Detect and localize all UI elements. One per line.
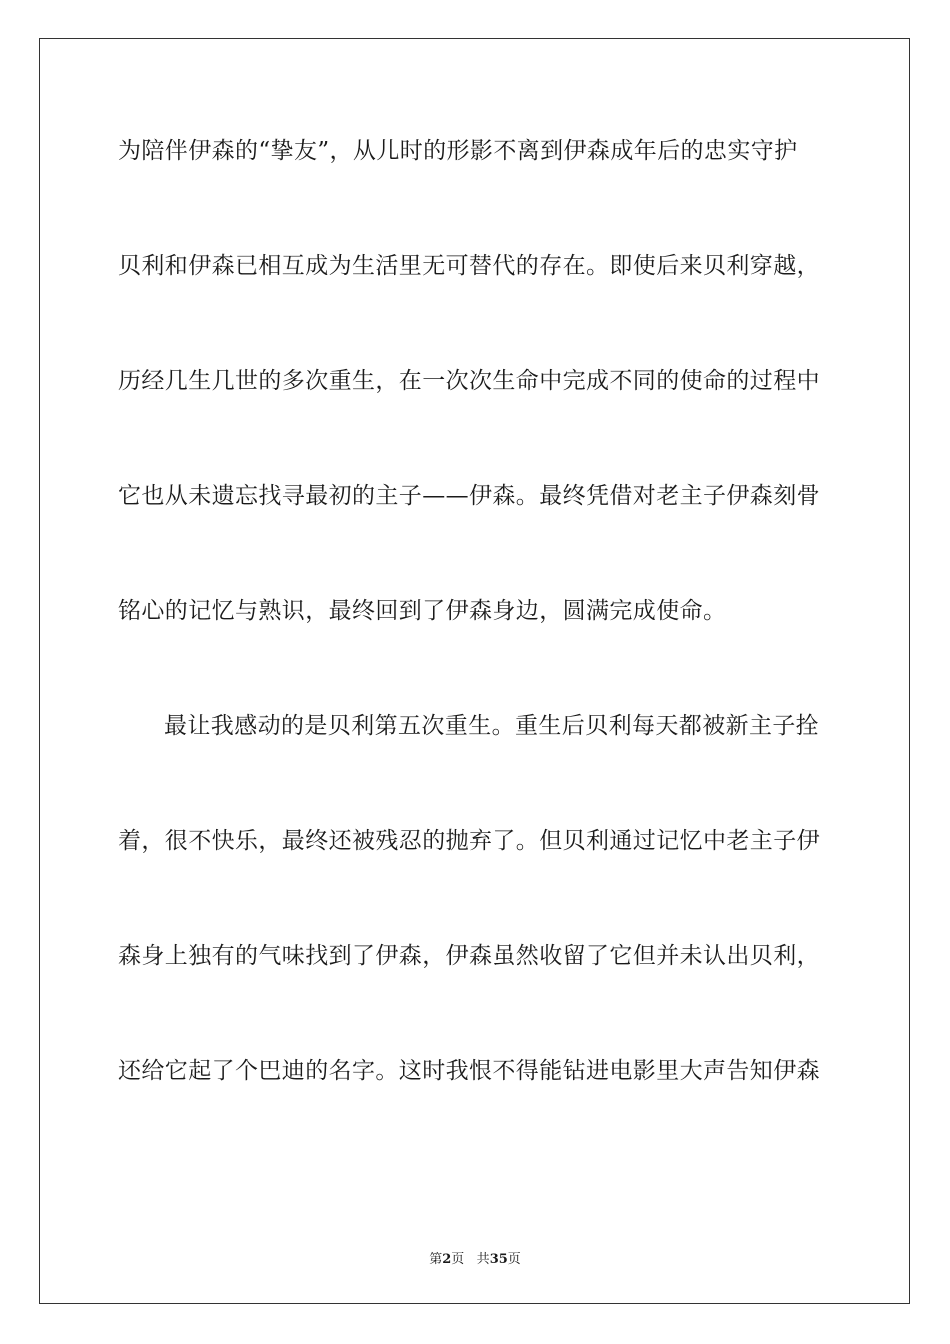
body-text-line-6: 最让我感动的是贝利第五次重生。重生后贝利每天都被新主子拴 (164, 713, 820, 739)
body-text-line-2: 贝利和伊森已相互成为生活里无可替代的存在。即使后来贝利穿越， (118, 253, 820, 279)
page-footer (0, 1248, 950, 1267)
current-page-number: 2 (442, 1252, 452, 1267)
total-prefix: 共 (476, 1252, 490, 1267)
body-text-line-1: 为陪伴伊森的“挚友”，从儿时的形影不离到伊森成年后的忠实守护 (118, 138, 798, 164)
body-text-line-9: 还给它起了个巴迪的名字。这时我恨不得能钻进电影里大声告知伊森 (118, 1058, 820, 1084)
total-page-count: 35 (489, 1252, 508, 1267)
body-text-line-3: 历经几生几世的多次重生，在一次次生命中完成不同的使命的过程中 (118, 368, 820, 394)
body-text-line-8: 森身上独有的气味找到了伊森，伊森虽然收留了它但并未认出贝利， (118, 943, 820, 969)
total-suffix: 页 (507, 1252, 521, 1267)
body-text-line-7: 着，很不快乐，最终还被残忍的抛弃了。但贝利通过记忆中老主子伊 (118, 828, 820, 854)
page-prefix: 第 (429, 1252, 443, 1267)
body-text-line-4: 它也从未遗忘找寻最初的主子——伊森。最终凭借对老主子伊森刻骨 (118, 483, 820, 509)
page-border (39, 38, 910, 1304)
page-suffix: 页 (451, 1252, 465, 1267)
body-text-line-5: 铭心的记忆与熟识，最终回到了伊森身边，圆满完成使命。 (118, 598, 727, 624)
